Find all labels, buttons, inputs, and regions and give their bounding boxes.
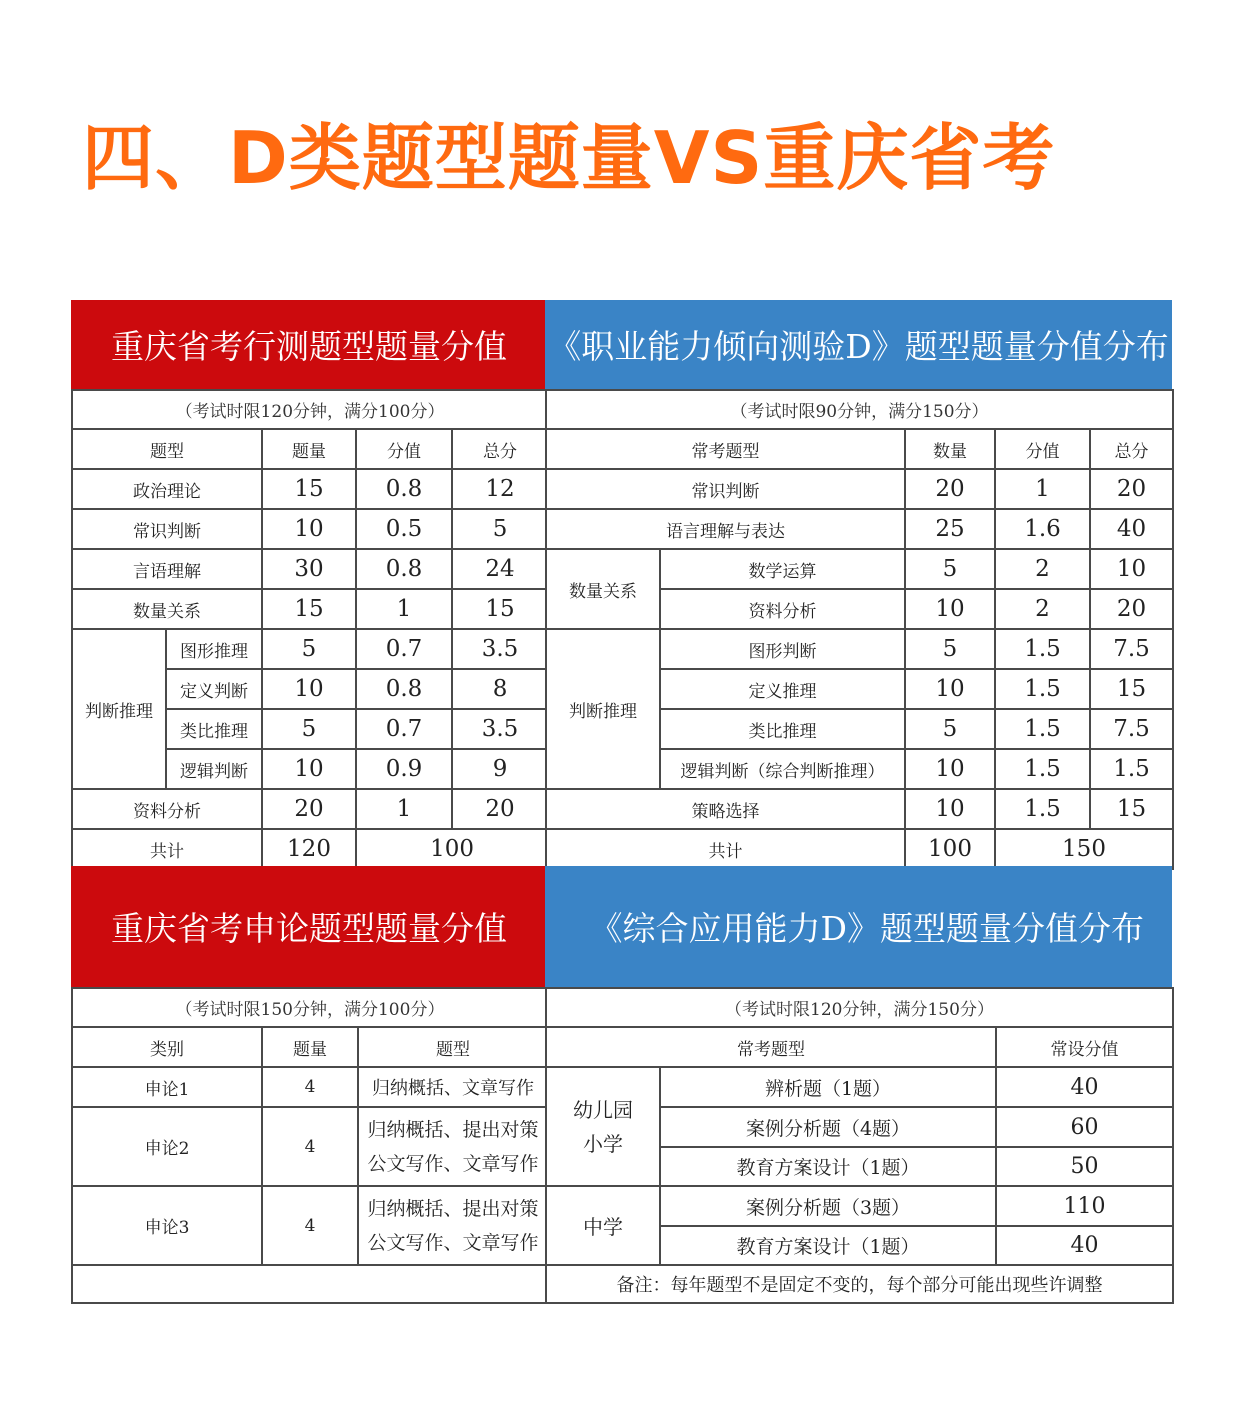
row-label: 教育方案设计（1题） (660, 1226, 996, 1265)
cell-value: 20 (1090, 469, 1173, 509)
xingce-header-text: 重庆省考行测题型题量分值 (111, 327, 507, 366)
col-header: 总分 (1090, 429, 1173, 469)
remark-text: 备注：每年题型不是固定不变的，每个部分可能出现些许调整 (546, 1265, 1173, 1303)
cell-value: 40 (1090, 509, 1173, 549)
zhiye-header-text: 《职业能力倾向测验D》题型题量分值分布 (548, 327, 1169, 366)
total-score: 150 (995, 829, 1173, 869)
cell-value: 20 (262, 789, 356, 829)
row-label: 图形推理 (166, 629, 262, 669)
cell-value: 30 (262, 549, 356, 589)
row-label: 定义推理 (660, 669, 905, 709)
cell-value: 40 (996, 1067, 1173, 1107)
cell-value: 10 (262, 509, 356, 549)
shenlun-header (71, 866, 547, 987)
table-row (546, 509, 1173, 549)
total-count: 120 (262, 829, 356, 869)
row-label: 策略选择 (546, 789, 905, 829)
cell-value: 10 (1090, 549, 1173, 589)
shenlun-note: （考试时限150分钟，满分100分） (72, 988, 548, 1027)
cell-value: 15 (1090, 789, 1173, 829)
table-row (546, 629, 1173, 669)
cell-value: 24 (452, 549, 548, 589)
zonghe-panel (545, 866, 1172, 1304)
col-header: 类别 (72, 1027, 262, 1067)
row-label: 逻辑判断 (166, 749, 262, 789)
table-row (72, 509, 548, 549)
col-header: 分值 (995, 429, 1090, 469)
cell-value: 5 (262, 629, 356, 669)
table-row (546, 789, 1173, 829)
cell-value: 5 (905, 709, 995, 749)
total-count: 100 (905, 829, 995, 869)
table-row (72, 1067, 548, 1107)
col-header: 总分 (452, 429, 548, 469)
col-header: 题量 (262, 1027, 358, 1067)
shenlun-panel (71, 866, 547, 1304)
cell-value: 10 (905, 789, 995, 829)
row-label: 类比推理 (166, 709, 262, 749)
cell-value: 5 (905, 629, 995, 669)
group-label: 幼儿园 小学 (546, 1067, 660, 1186)
cell-value: 9 (452, 749, 548, 789)
cell-value: 60 (996, 1107, 1173, 1147)
cell-value: 0.7 (356, 629, 452, 669)
cell-value: 4 (262, 1107, 358, 1186)
cell-type: 归纳概括、提出对策 公文写作、文章写作 (358, 1186, 548, 1265)
total-score: 100 (356, 829, 548, 869)
col-header: 题型 (72, 429, 262, 469)
row-label: 资料分析 (660, 589, 905, 629)
cell-value: 7.5 (1090, 709, 1173, 749)
zhiye-panel (545, 300, 1172, 870)
cell-value: 20 (905, 469, 995, 509)
table-row (546, 1067, 1173, 1107)
row-label: 教育方案设计（1题） (660, 1147, 996, 1186)
col-header: 数量 (905, 429, 995, 469)
row-label: 图形判断 (660, 629, 905, 669)
remark-row (546, 1265, 1173, 1303)
row-label: 申论1 (72, 1067, 262, 1107)
cell-value: 2 (995, 549, 1090, 589)
zonghe-note: （考试时限120分钟，满分150分） (546, 988, 1173, 1027)
cell-value: 3.5 (452, 709, 548, 749)
col-header: 常考题型 (546, 429, 905, 469)
cell-value: 15 (452, 589, 548, 629)
cell-value: 5 (262, 709, 356, 749)
cell-value: 1.6 (995, 509, 1090, 549)
row-label: 申论3 (72, 1186, 262, 1265)
cell-value: 1 (356, 589, 452, 629)
xingce-header (71, 300, 547, 389)
row-label: 定义判断 (166, 669, 262, 709)
cell-value: 1.5 (995, 629, 1090, 669)
total-row (72, 829, 548, 869)
cell-type: 归纳概括、提出对策 公文写作、文章写作 (358, 1107, 548, 1186)
blank-cell (72, 1265, 548, 1303)
shenlun-header-text: 重庆省考申论题型题量分值 (111, 909, 507, 948)
table-row (72, 629, 548, 669)
cell-value: 10 (262, 749, 356, 789)
cell-value: 40 (996, 1226, 1173, 1265)
row-label: 数量关系 (72, 589, 262, 629)
cell-value: 0.7 (356, 709, 452, 749)
table-row (546, 1186, 1173, 1226)
col-header: 分值 (356, 429, 452, 469)
group-label: 数量关系 (546, 549, 660, 629)
cell-value: 10 (262, 669, 356, 709)
table-row (546, 549, 1173, 589)
total-label: 共计 (72, 829, 262, 869)
table-row (72, 589, 548, 629)
row-label: 申论2 (72, 1107, 262, 1186)
cell-value: 0.8 (356, 669, 452, 709)
table-row (72, 549, 548, 589)
cell-value: 2 (995, 589, 1090, 629)
cell-value: 20 (1090, 589, 1173, 629)
cell-value: 50 (996, 1147, 1173, 1186)
row-label: 案例分析题（3题） (660, 1186, 996, 1226)
row-label: 资料分析 (72, 789, 262, 829)
cell-value: 20 (452, 789, 548, 829)
col-header: 常设分值 (996, 1027, 1173, 1067)
cell-value: 10 (905, 589, 995, 629)
cell-value: 1.5 (995, 709, 1090, 749)
shenlun-table (71, 987, 549, 1304)
zonghe-table (545, 987, 1174, 1304)
row-label: 案例分析题（4题） (660, 1107, 996, 1147)
cell-value: 25 (905, 509, 995, 549)
row-label: 数学运算 (660, 549, 905, 589)
zonghe-header (545, 866, 1172, 987)
table-row (72, 1186, 548, 1265)
col-header: 题型 (358, 1027, 548, 1067)
cell-value: 4 (262, 1186, 358, 1265)
blank-row (72, 1265, 548, 1303)
cell-value: 8 (452, 669, 548, 709)
group-label: 判断推理 (72, 629, 166, 789)
xingce-table (71, 389, 549, 870)
col-header: 题量 (262, 429, 356, 469)
cell-value: 1.5 (995, 789, 1090, 829)
cell-value: 1.5 (1090, 749, 1173, 789)
row-label: 逻辑判断（综合判断推理） (660, 749, 905, 789)
cell-value: 10 (905, 669, 995, 709)
total-row (546, 829, 1173, 869)
cell-value: 10 (905, 749, 995, 789)
cell-value: 3.5 (452, 629, 548, 669)
total-label: 共计 (546, 829, 905, 869)
row-label: 语言理解与表达 (546, 509, 905, 549)
row-label: 类比推理 (660, 709, 905, 749)
cell-value: 5 (452, 509, 548, 549)
cell-value: 7.5 (1090, 629, 1173, 669)
cell-value: 0.8 (356, 549, 452, 589)
zhiye-note: （考试时限90分钟，满分150分） (546, 390, 1173, 429)
cell-value: 15 (262, 589, 356, 629)
table-row (72, 469, 548, 509)
zhiye-header (545, 300, 1172, 389)
cell-value: 5 (905, 549, 995, 589)
cell-value: 1 (356, 789, 452, 829)
cell-value: 0.8 (356, 469, 452, 509)
row-label: 常识判断 (72, 509, 262, 549)
cell-type: 归纳概括、文章写作 (358, 1067, 548, 1107)
cell-value: 110 (996, 1186, 1173, 1226)
row-label: 政治理论 (72, 469, 262, 509)
row-label: 常识判断 (546, 469, 905, 509)
cell-value: 15 (262, 469, 356, 509)
cell-value: 1.5 (995, 669, 1090, 709)
cell-value: 15 (1090, 669, 1173, 709)
cell-value: 4 (262, 1067, 358, 1107)
group-label: 中学 (546, 1186, 660, 1265)
cell-value: 0.9 (356, 749, 452, 789)
table-row (72, 1107, 548, 1186)
cell-value: 12 (452, 469, 548, 509)
row-label: 言语理解 (72, 549, 262, 589)
zhiye-table (545, 389, 1174, 870)
xingce-panel (71, 300, 547, 870)
cell-value: 0.5 (356, 509, 452, 549)
xingce-note: （考试时限120分钟，满分100分） (72, 390, 548, 429)
col-header: 常考题型 (546, 1027, 996, 1067)
cell-value: 1 (995, 469, 1090, 509)
group-label: 判断推理 (546, 629, 660, 789)
zonghe-header-text: 《综合应用能力D》题型题量分值分布 (589, 909, 1144, 948)
page-title: 四、D类题型题量VS重庆省考 (82, 116, 1056, 200)
table-row (546, 469, 1173, 509)
cell-value: 1.5 (995, 749, 1090, 789)
row-label: 辨析题（1题） (660, 1067, 996, 1107)
table-row (72, 789, 548, 829)
